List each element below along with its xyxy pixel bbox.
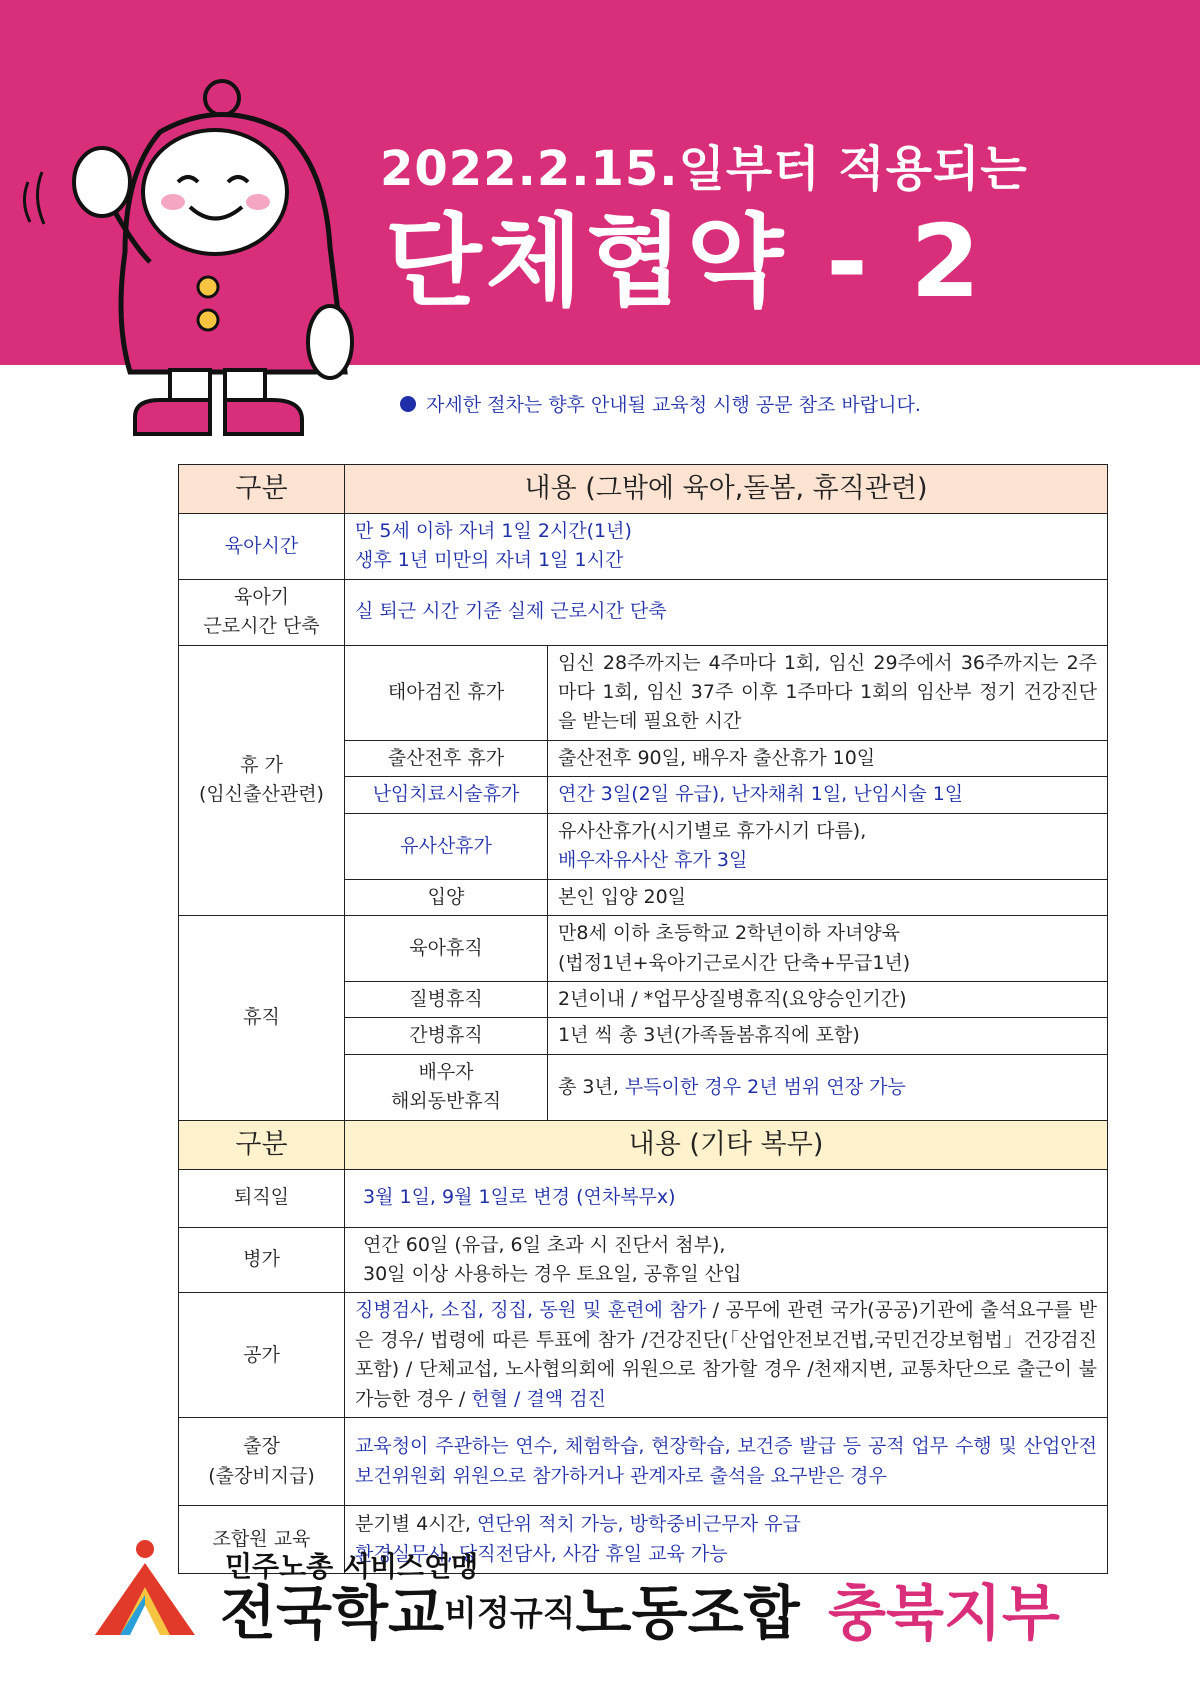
category-sick-leave: 병가	[179, 1227, 345, 1293]
row-official-leave	[179, 1293, 1108, 1418]
header-content: 내용 (그밖에 육아,돌봄, 휴직관련)	[345, 465, 1108, 514]
org-part: 전국학교	[220, 1579, 445, 1647]
content-line: 30일 이상 사용하는 경우 토요일, 공휴일 산입	[363, 1263, 742, 1285]
category-line: 출장	[243, 1435, 280, 1458]
content-line: 만8세 이하 초등학교 2학년이하 자녀양육	[558, 922, 900, 945]
content-line: 만 5세 이하 자녀 1일 2시간(1년)	[355, 519, 632, 542]
row-leave-prenatal	[179, 645, 1108, 740]
footer-org-small: 민주노총 서비스연맹	[225, 1550, 479, 1583]
footer-branch: 충북지부	[828, 1579, 1060, 1649]
union-logo-icon	[90, 1535, 200, 1645]
content-part: / 공무에 관련 국가(공공)기관에 출석요구를 받은 경우/ 법령에 따른 투표에 참가 /건강진단(「산업안전보건법,국민건강보험법」건강검진 포함) / 단체교섭, 노사협의회에 위원으로 참가할 경우 /천재지변, 교통차단으로 출근이 불가능한 경우 /	[355, 1299, 1098, 1410]
category-line: (출장비지급)	[208, 1464, 315, 1487]
leave-content-infertility: 연간 3일(2일 유급), 난자채취 1일, 난임시술 1일	[548, 777, 1108, 813]
content-line: (법정1년+육아기근로시간 단축+무급1년)	[558, 951, 911, 974]
absence-name-care: 간병휴직	[345, 1018, 548, 1054]
name-line: 해외동반휴직	[390, 1090, 502, 1113]
content-part: 징병검사, 소집, 징집, 동원 및 훈련에 참가	[355, 1299, 707, 1322]
content-part: 부득이한 경우 2년 범위 연장 가능	[624, 1075, 906, 1098]
leave-content-miscarriage	[548, 813, 1108, 879]
absence-name-childcare: 육아휴직	[345, 916, 548, 982]
content-part: 총 3년,	[558, 1075, 625, 1098]
leave-content-maternity: 출산전후 90일, 배우자 출산휴가 10일	[548, 740, 1108, 776]
category-official-leave: 공가	[179, 1293, 345, 1418]
row-sick-leave	[179, 1227, 1108, 1293]
leave-name-maternity: 출산전후 휴가	[345, 740, 548, 776]
category-line: (임신출산관련)	[199, 783, 324, 806]
category-absence: 휴직	[179, 916, 345, 1121]
header-title: 단체협약 - 2	[385, 203, 985, 320]
absence-content-childcare	[548, 916, 1108, 982]
leave-content-prenatal: 임신 28주까지는 4주마다 1회, 임신 29주에서 36주까지는 2주마다 1회, 임신 37주 이후 1주마다 1회의 임산부 정기 건강진단을 받는데 필요한 시간	[548, 645, 1108, 740]
content-line: 환경실무사, 당직전담사, 사감 휴일 교육 가능	[355, 1542, 728, 1565]
content-business-trip: 교육청이 주관하는 연수, 체험학습, 현장학습, 보건증 발급 등 공적 업무 수행 및 산업안전보건위원회 위원으로 참가하거나 관계자로 출석을 요구받은 경우	[345, 1418, 1108, 1506]
leave-name-prenatal: 태아검진 휴가	[345, 645, 548, 740]
absence-content-care: 1년 씩 총 3년(가족돌봄휴직에 포함)	[548, 1018, 1108, 1054]
content-line: 유사산휴가(시기별로 휴가시기 다름),	[558, 819, 867, 842]
absence-name-illness: 질병휴직	[345, 981, 548, 1017]
content-line: 생후 1년 미만의 자녀 1일 1시간	[355, 549, 624, 572]
absence-content-spouse-abroad	[548, 1054, 1108, 1120]
content-line: 배우자유사산 휴가 3일	[558, 849, 748, 872]
leave-name-adoption: 입양	[345, 879, 548, 915]
org-part: 노동조합	[575, 1579, 800, 1647]
header-content-2: 내용 (기타 복무)	[345, 1120, 1108, 1169]
row-retirement	[179, 1169, 1108, 1227]
header-category-2: 구분	[179, 1120, 345, 1169]
category-childcare-time: 육아시간	[179, 513, 345, 579]
category-line: 휴 가	[240, 753, 283, 776]
notice-line	[400, 390, 921, 417]
category-leave	[179, 645, 345, 916]
notice-text: 자세한 절차는 향후 안내될 교육청 시행 공문 참조 바랍니다.	[426, 394, 921, 416]
leave-content-adoption: 본인 입양 20일	[548, 879, 1108, 915]
content-official-leave	[345, 1293, 1108, 1418]
leave-name-miscarriage: 유사산휴가	[345, 813, 548, 879]
row-business-trip	[179, 1418, 1108, 1506]
category-line: 육아기	[233, 585, 290, 608]
header-subtitle: 2022.2.15.일부터 적용되는	[380, 141, 1028, 197]
row-absence-childcare	[179, 916, 1108, 982]
category-member-education: 조합원 교육	[179, 1506, 345, 1574]
header-category: 구분	[179, 465, 345, 514]
table2-header-row	[179, 1120, 1108, 1169]
absence-name-spouse-abroad	[345, 1054, 548, 1120]
category-retirement: 퇴직일	[179, 1169, 345, 1227]
content-reduced-hours: 실 퇴근 시간 기준 실제 근로시간 단축	[345, 579, 1108, 645]
content-line	[355, 1510, 1097, 1539]
absence-content-illness: 2년이내 / *업무상질병휴직(요양승인기간)	[548, 981, 1108, 1017]
content-retirement: 3월 1일, 9월 1일로 변경 (연차복무x)	[345, 1169, 1108, 1227]
content-childcare-time	[345, 513, 1108, 579]
content-line: 연간 60일 (유급, 6일 초과 시 진단서 첨부),	[363, 1233, 726, 1256]
content-part: 분기별 4시간,	[355, 1513, 477, 1536]
category-line: 근로시간 단축	[203, 615, 320, 638]
name-line: 배우자	[418, 1060, 474, 1083]
row-reduced-hours	[179, 579, 1108, 645]
category-business-trip	[179, 1418, 345, 1506]
content-part: 헌혈 / 결액 검진	[471, 1387, 606, 1410]
content-sick-leave	[345, 1227, 1108, 1293]
row-childcare-time	[179, 513, 1108, 579]
content-part: 연단위 적치 가능, 방학중비근무자 유급	[476, 1513, 801, 1536]
category-reduced-hours	[179, 579, 345, 645]
table1-header-row	[179, 465, 1108, 514]
footer-org-name	[220, 1579, 800, 1647]
bullet-icon	[400, 396, 416, 412]
leave-name-infertility: 난임치료시술휴가	[345, 777, 548, 813]
mascot-illustration	[10, 72, 370, 452]
org-part: 비정규직	[444, 1594, 576, 1634]
agreement-table	[178, 464, 1108, 1574]
